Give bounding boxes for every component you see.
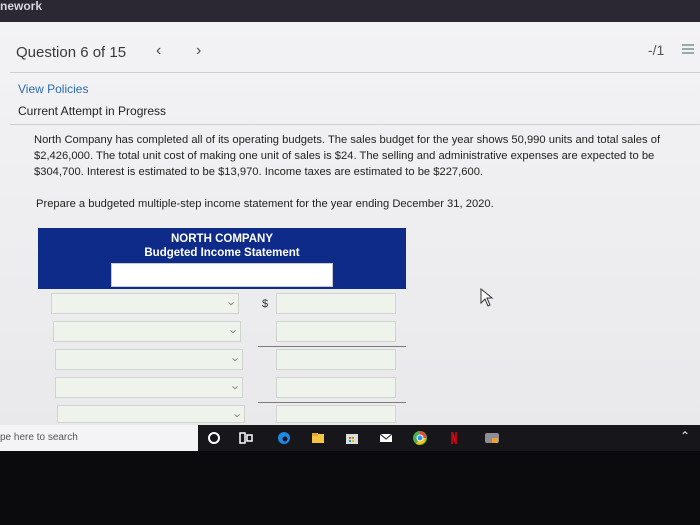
question-score: -/1 (648, 42, 665, 58)
subtotal-line-2 (258, 402, 406, 403)
attempt-status: Current Attempt in Progress (18, 104, 167, 118)
statement-header (38, 228, 406, 289)
attempt-divider (10, 124, 700, 125)
line-item-select-2[interactable] (53, 321, 241, 342)
problem-text: North Company has completed all of its operating budgets. The sales budget for the year shows 50,990 units and total sales of $2,426,000. The total unit cost of making one unit of sales is $24. The selling and administrative expenses are expected to be $304,700. Interest is estimated to be $13,970. Income taxes are estimated to be $227,600. (34, 134, 661, 178)
mouse-cursor-icon (480, 288, 494, 308)
media-icon[interactable] (484, 430, 500, 446)
chrome-icon[interactable] (412, 430, 428, 446)
windows-taskbar (0, 425, 700, 451)
line-item-select-5[interactable] (57, 405, 245, 423)
menu-icon[interactable] (682, 42, 694, 56)
line-item-select-1[interactable] (51, 293, 239, 314)
browser-top-bar (0, 0, 700, 22)
problem-prompt: Prepare a budgeted multiple-step income statement for the year ending December 31, 2020. (36, 198, 494, 210)
currency-symbol: $ (262, 298, 269, 310)
amount-field-4[interactable] (276, 377, 396, 398)
cortana-icon[interactable] (206, 430, 222, 446)
view-policies-link[interactable]: View Policies (18, 82, 89, 96)
header-divider (10, 72, 700, 73)
line-item-select-3[interactable] (55, 349, 243, 370)
assignment-page (0, 22, 700, 425)
prev-question-button[interactable]: ‹ (156, 42, 162, 59)
amount-field-1[interactable] (276, 293, 396, 314)
line-item-select-4[interactable] (55, 377, 243, 398)
next-question-button[interactable]: › (196, 42, 202, 59)
window-title: nework (0, 0, 43, 13)
file-explorer-icon[interactable] (310, 430, 326, 446)
edge-icon[interactable] (276, 430, 292, 446)
amount-field-3[interactable] (276, 349, 396, 370)
netflix-icon[interactable] (446, 430, 462, 446)
taskbar-search-placeholder: pe here to search (0, 432, 78, 443)
company-name: NORTH COMPANY (170, 233, 273, 245)
amount-field-5[interactable] (276, 405, 396, 423)
tray-chevron-icon[interactable]: ⌃ (680, 429, 691, 443)
task-view-icon[interactable] (238, 430, 254, 446)
question-counter: Question 6 of 15 (16, 44, 127, 61)
taskbar-search-box[interactable] (0, 425, 198, 451)
subtotal-line-1 (258, 346, 406, 347)
store-icon[interactable] (344, 430, 360, 446)
mail-icon[interactable] (378, 430, 394, 446)
statement-title: Budgeted Income Statement (144, 247, 300, 259)
amount-field-2[interactable] (276, 321, 396, 342)
statement-period-select[interactable] (111, 263, 333, 287)
